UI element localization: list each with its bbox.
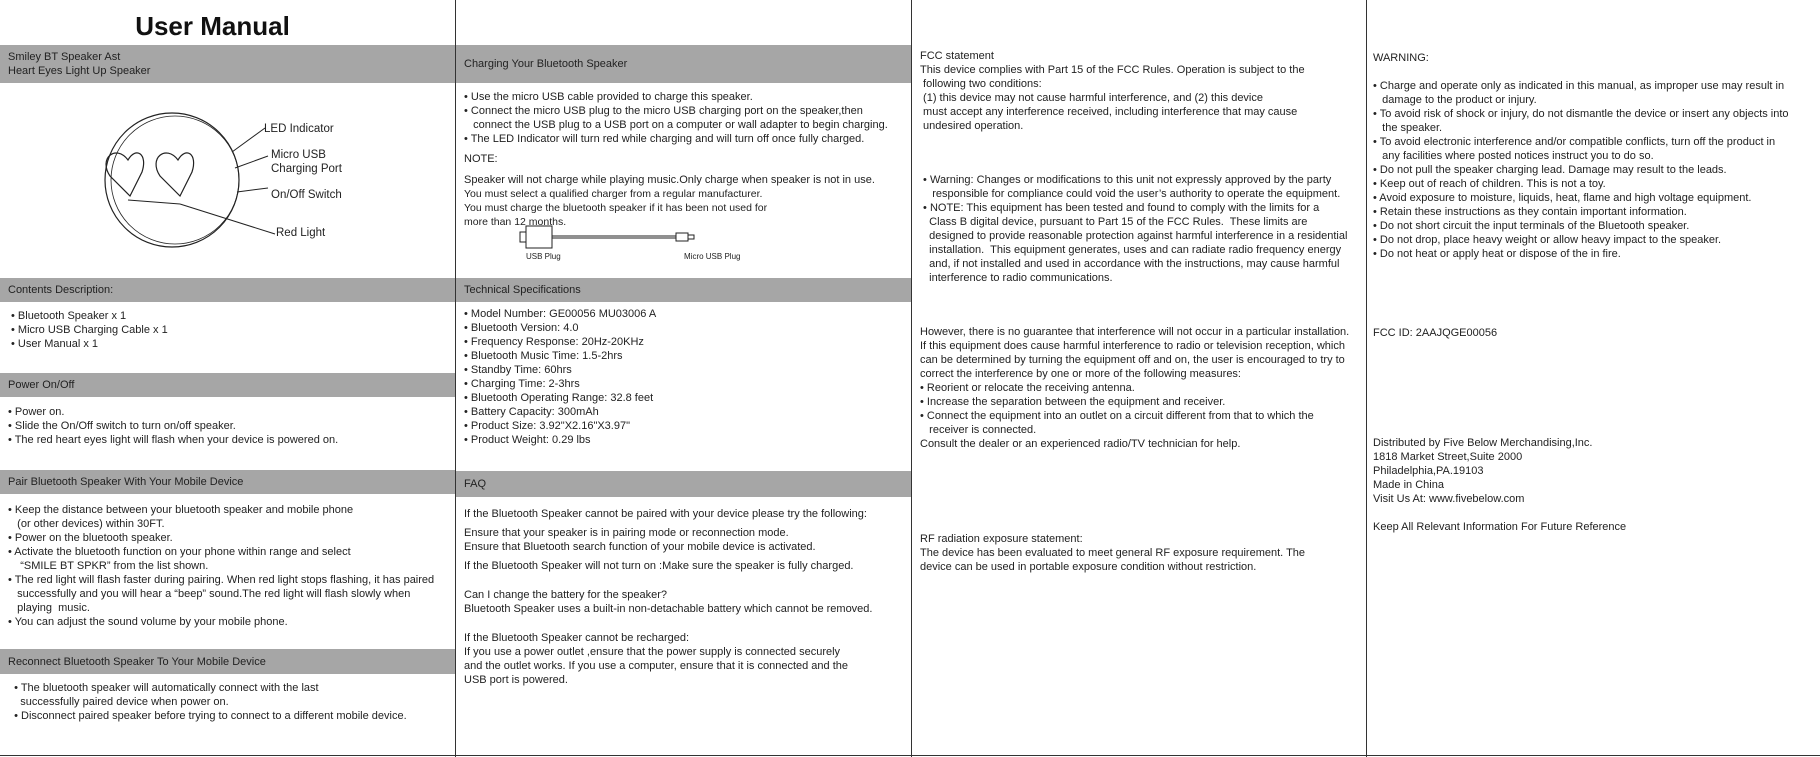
list-item: • Standby Time: 60hrs xyxy=(464,364,572,376)
list-item: • The red heart eyes light will flash when your device is powered on. xyxy=(8,434,339,446)
red-light-leader xyxy=(180,204,275,234)
note-label: NOTE: xyxy=(464,153,498,165)
list-item: • Battery Capacity: 300mAh xyxy=(464,406,599,418)
list-item: • Charging Time: 2-3hrs xyxy=(464,378,580,390)
red-light-leader-2 xyxy=(128,200,180,204)
faq-content: If the Bluetooth Speaker cannot be paired with your device please try the following: Ensure that your speaker is in pairing mode or reconnection mode. Ensure that Bluetooth search function of your mobile device is activated. If the Bluetooth Speaker will not turn on :Make sure the speaker is fully charged. Can I change the battery for the speaker? Bluetooth Speaker uses a built-in non-detachable battery which cannot be removed. If the Bluetooth Speaker cannot be recharged: If you use a power outlet ,ensure that the power supply is connected securely and the outlet works. If you use a computer, ensure that it is connected and the USB port is powered. xyxy=(464,508,873,686)
right-heart-icon xyxy=(156,153,194,196)
led-indicator-label: LED Indicator xyxy=(264,123,334,135)
switch-leader xyxy=(237,188,268,192)
list-item: • Product Weight: 0.29 lbs xyxy=(464,434,591,446)
column-4 xyxy=(1366,0,1820,757)
usb-plug-shape xyxy=(526,226,552,248)
list-item: • Frequency Response: 20Hz-20KHz xyxy=(464,336,644,348)
charging-header: Charging Your Bluetooth Speaker xyxy=(456,45,911,83)
pair-instructions: • Keep the distance between your bluetooth speaker and mobile phone (or other devices) within 30FT. • Power on the bluetooth speaker. • Activate the bluetooth function on your phone within range and select “SMILE BT SPKR” from the list shown. • The red light will flash faster during pairing. When red light stops flashing, it has paired successfully and you will hear a “beep” sound.The red light will flash slowly when playing music. • You can adjust the sound volume by your mobile phone. xyxy=(8,504,435,628)
red-light-label: Red Light xyxy=(276,227,326,239)
list-item: • Bluetooth Speaker x 1 xyxy=(11,310,127,322)
fcc-warning: • Warning: Changes or modifications to this unit not expressly approved by the party responsible for compliance could void the user’s authority to operate the equipment. • NOTE: This equipment has been tested and found to comply with the limits for a Class B digital device, pursuant to Part 15 of the FCC Rules. These limits are designed to provide reasonable protection against harmful interference in a residential installation. This equipment generates, uses and can radiate radio frequency energy and, if not installed and used in accordance with the instructions, may cause harmful interference to radio communications. xyxy=(920,174,1348,284)
list-item: • Micro USB Charging Cable x 1 xyxy=(11,324,168,336)
fcc-id: FCC ID: 2AAJQGE00056 xyxy=(1373,327,1498,339)
bottom-border xyxy=(0,755,1820,756)
on-off-switch-label: On/Off Switch xyxy=(271,189,342,201)
distributor-info: Distributed by Five Below Merchandising,Inc. 1818 Market Street,Suite 2000 Philadelphia,PA.19103 Made in China Visit Us At: www.fivebelow.com Keep All Relevant Information For Future Reference xyxy=(1373,437,1627,533)
product-header: Smiley BT Speaker Ast Heart Eyes Light Up Speaker xyxy=(0,45,455,83)
micro-usb-plug-shape xyxy=(676,233,688,241)
fcc-statement: FCC statement This device complies with Part 15 of the FCC Rules. Operation is subject to the following two conditions: (1) this device may not cause harmful interference, and (2) this device must accept any interference received, including interference that may cause undesired operation. xyxy=(920,50,1305,132)
warning-title: WARNING: xyxy=(1373,52,1429,64)
list-item: • Bluetooth Operating Range: 32.8 feet xyxy=(464,392,654,404)
usb-plug-label: USB Plug xyxy=(526,252,561,261)
pair-header: Pair Bluetooth Speaker With Your Mobile Device xyxy=(0,470,455,494)
charging-instructions: • Use the micro USB cable provided to charge this speaker. • Connect the micro USB plug to the micro USB charging port on the speaker,then connect the USB plug to a USB port on a computer or wall adapter to begin charging. • The LED Indicator will turn red while charging and will turn off once fully charged. xyxy=(464,91,888,145)
list-item: • Product Size: 3.92"X2.16"X3.97" xyxy=(464,420,630,432)
warning-section: WARNING: • Charge and operate only as indicated in this manual, as improper use may result in damage to the product or injury. • To avoid risk of shock or injury, do not dismantle the device or insert any objects into the speaker. • To avoid electronic interference and/or compatible conflicts, turn off the product in any facilities where posted notices instruct you to do so. • Do not pull the speaker charging lead. Damage may result to the leads. • Keep out of reach of children. This is not a toy. • Avoid exposure to moisture, liquids, heat, flame and high voltage equipment. • Retain these instructions as they contain important information. • Do not short circuit the input terminals of the Bluetooth speaker. • Do not drop, place heavy weight or allow heavy impact to the speaker. • Do not heat or apply heat or dispose of the in fire. xyxy=(1367,51,1820,261)
reconnect-header: Reconnect Bluetooth Speaker To Your Mobile Device xyxy=(0,649,455,674)
list-item: • Slide the On/Off switch to turn on/off speaker. xyxy=(8,420,236,432)
reconnect-instructions: • The bluetooth speaker will automatically connect with the last successfully paired device when power on. • Disconnect paired speaker before trying to connect to a different mobile device. xyxy=(8,682,407,722)
faq-header: FAQ xyxy=(456,471,911,497)
micro-usb-label: Micro USB Charging Port xyxy=(271,149,342,175)
tech-spec-list xyxy=(456,307,911,447)
led-leader xyxy=(232,128,265,152)
usb-cable-illustration xyxy=(518,224,698,250)
usb-leader xyxy=(235,156,268,168)
tech-spec-header: Technical Specifications xyxy=(456,278,911,302)
list-item: • Model Number: GE00056 MU03006 A xyxy=(464,308,657,320)
micro-usb-plug-label: Micro USB Plug xyxy=(684,252,741,261)
interference-guidance: However, there is no guarantee that interference will not occur in a particular installation. If this equipment does cause harmful interference to radio or television reception, which can be determined by turning the equipment off and on, the user is encouraged to try to correct the interference by one or more of the following measures: • Reorient or relocate the receiving antenna. • Increase the separation between the equipment and receiver. • Connect the equipment into an outlet on a circuit different from that to which the receiver is connected. Consult the dealer or an experienced radio/TV technician for help. xyxy=(920,326,1350,450)
speaker-rim xyxy=(111,116,239,244)
column-2 xyxy=(455,0,911,757)
list-item: • User Manual x 1 xyxy=(11,338,98,350)
list-item: • Bluetooth Version: 4.0 xyxy=(464,322,579,334)
list-item: • Bluetooth Music Time: 1.5-2hrs xyxy=(464,350,623,362)
contents-header: Contents Description: xyxy=(0,278,455,302)
column-1 xyxy=(0,0,455,757)
list-item: • Power on. xyxy=(8,406,65,418)
power-list xyxy=(0,405,455,447)
contents-list xyxy=(0,309,455,351)
column-3 xyxy=(911,0,1366,757)
rf-exposure-statement: RF radiation exposure statement: The device has been evaluated to meet general RF exposure requirement. The device can be used in portable exposure condition without restriction. xyxy=(920,533,1306,573)
charging-note: NOTE: Speaker will not charge while playing music.Only charge when speaker is not in use. You must select a qualified charger from a regular manufacturer. You must charge the bluetooth speaker if it has been not used for more than 12 months. xyxy=(456,152,911,229)
power-header: Power On/Off xyxy=(0,373,455,397)
speaker-diagram xyxy=(80,100,410,250)
page-title: User Manual xyxy=(135,11,290,41)
